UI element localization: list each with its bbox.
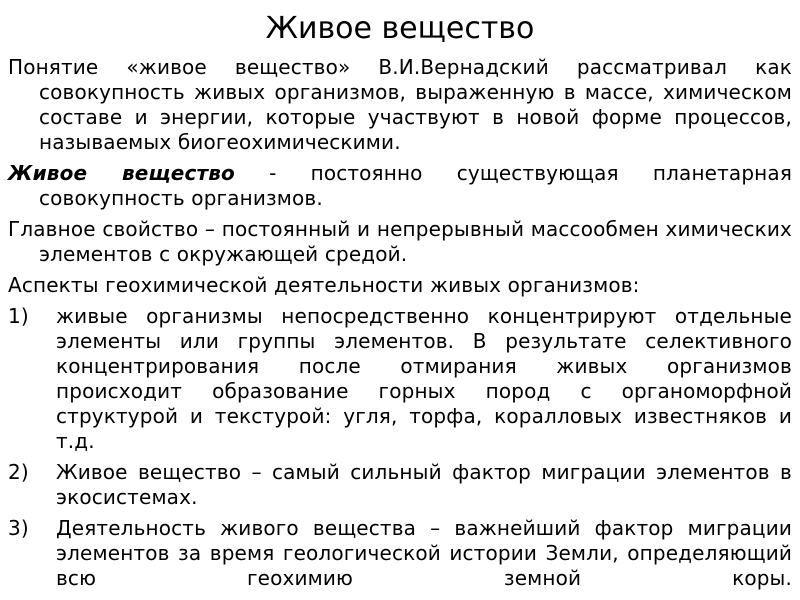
aspects-list — [8, 304, 792, 591]
list-item-3 — [8, 516, 792, 591]
paragraph-living-matter-definition — [8, 161, 792, 211]
slide-title: Живое вещество — [265, 11, 535, 46]
list-item-text: Живое вещество – самый сильный фактор миграции элементов в экосистемах. — [56, 460, 792, 509]
paragraph-definition-vernadsky: Понятие «живое вещество» В.И.Вернадский рассматривал как совокупность живых организмов, выраженную в массе, химическом составе и энергии, которые участвуют в новой форме процессов, называемых биогеохимическими. — [8, 55, 792, 154]
list-number: 1) — [8, 304, 29, 328]
list-number: 2) — [8, 460, 29, 484]
paragraph-main-property: Главное свойство – постоянный и непрерывный массообмен химических элементов с окружающей средой. — [8, 217, 792, 266]
paragraph-living-matter-text: - постоянно существующая планетарная совокупность организмов. — [39, 161, 792, 210]
list-item-2 — [8, 460, 792, 510]
term-living-matter: Живое вещество — [8, 161, 235, 185]
paragraph-aspects-heading: Аспекты геохимической деятельности живых организмов: — [8, 273, 640, 297]
list-number: 3) — [8, 516, 29, 540]
slide-content — [8, 55, 792, 597]
list-item-text: живые организмы непосредственно концентрируют отдельные элементы или группы элементов. В результате селективного концентрирования после отмирания живых организмов происходит образование горных пород с органоморфной структурой и текстурой: угля, торфа, коралловых известняков и т.д. — [56, 304, 792, 453]
list-item-text: Деятельность живого вещества – важнейший фактор миграции элементов за время геологической истории Земли, определяющий всю геохимию земной коры. — [56, 516, 792, 590]
list-item-1 — [8, 304, 792, 454]
